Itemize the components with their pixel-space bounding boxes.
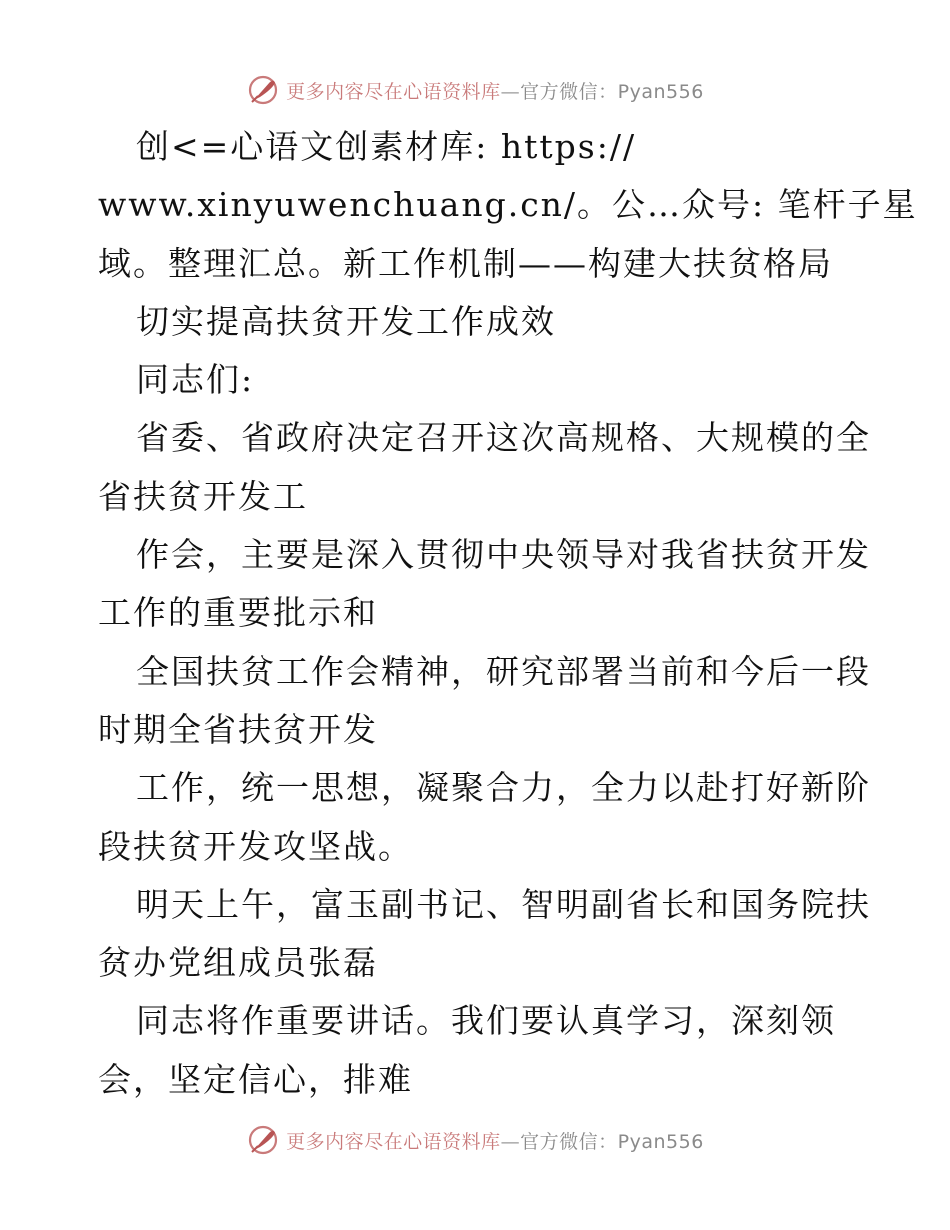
feather-pen-in-circle-icon <box>246 1123 280 1157</box>
header-watermark <box>0 70 950 110</box>
feather-pen-in-circle-icon <box>246 73 280 107</box>
text-line: 创<=心语文创素材库: https:// <box>136 127 637 166</box>
footer-watermark <box>0 1120 950 1160</box>
watermark-text <box>286 1127 704 1154</box>
watermark-red-text: 更多内容尽在心语资料库 <box>286 1130 501 1153</box>
document-body <box>98 118 918 1109</box>
text-line: 切实提高扶贫开发工作成效 <box>136 301 556 341</box>
watermark-dash: — <box>500 80 521 103</box>
watermark-wechat-text: 官方微信：Pyan556 <box>520 1130 704 1153</box>
text-line: 省委、省政府决定召开这次高规格、大规模的全 <box>136 418 871 458</box>
text-line: 会，坚定信心，排难 <box>98 1059 413 1099</box>
text-line: 工作的重要批示和 <box>98 593 378 633</box>
text-line: 同志们: <box>136 360 255 400</box>
watermark-wechat-text: 官方微信：Pyan556 <box>520 80 704 103</box>
text-line: 作会，主要是深入贯彻中央领导对我省扶贫开发 <box>136 535 871 575</box>
watermark-text <box>286 77 704 104</box>
text-line: 明天上午，富玉副书记、智明副省长和国务院扶 <box>136 884 871 924</box>
text-line: www.xinyuwenchuang.cn/。公…众号: 笔杆子星 <box>98 185 918 225</box>
text-line: 省扶贫开发工 <box>98 476 308 516</box>
text-line: 贫办党组成员张磊 <box>98 943 378 983</box>
watermark-dash: — <box>500 1130 521 1153</box>
text-line: 同志将作重要讲话。我们要认真学习，深刻领 <box>136 1001 836 1041</box>
text-line: 域。整理汇总。新工作机制——构建大扶贫格局 <box>98 243 833 283</box>
text-line: 全国扶贫工作会精神，研究部署当前和今后一段 <box>136 651 871 691</box>
watermark-red-text: 更多内容尽在心语资料库 <box>286 80 501 103</box>
text-line: 时期全省扶贫开发 <box>98 709 378 749</box>
text-line: 段扶贫开发攻坚战。 <box>98 826 413 866</box>
text-line: 工作，统一思想，凝聚合力，全力以赴打好新阶 <box>136 768 871 808</box>
